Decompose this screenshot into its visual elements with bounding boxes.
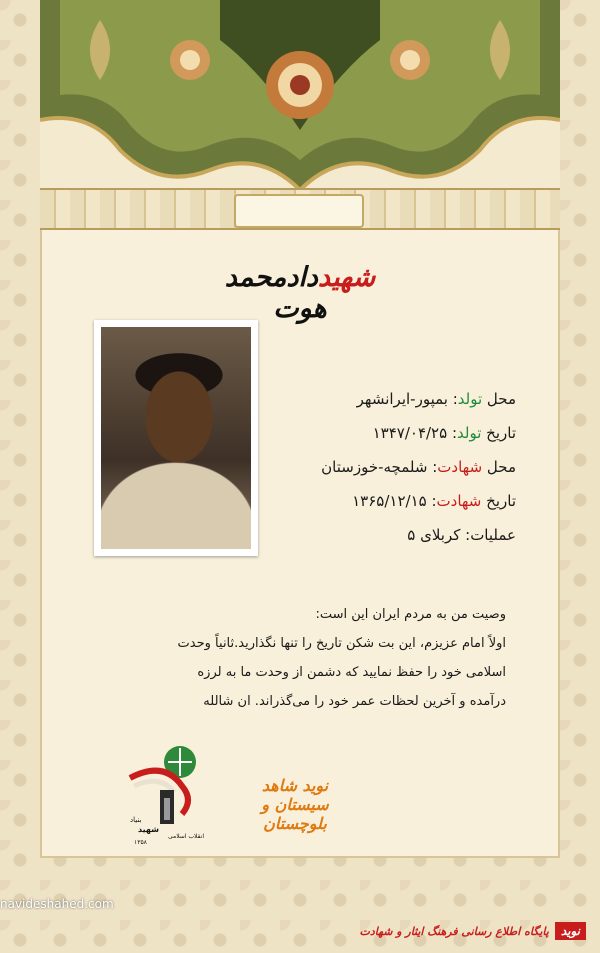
will-line: اسلامی خود را حفظ نمایید که دشمن از وحدت ما به لرزه [197, 665, 506, 680]
will-text [96, 600, 506, 716]
birth-date-row: تاریخ تولد: ۱۳۴۷/۰۴/۲۵ [372, 424, 516, 442]
will-line: وصیت من به مردم ایران این است: [315, 607, 506, 622]
martyrdom-place-row: محل شهادت: شلمچه-خوزستان [321, 458, 516, 476]
footer-brand [360, 922, 586, 946]
title-prefix: شهید [317, 262, 376, 293]
header-ornament [40, 0, 560, 190]
logo-line2: شهید [138, 825, 160, 834]
bonyad-shahid-logo [124, 738, 212, 850]
portrait-photo [101, 327, 251, 549]
footer-logo-mark: نوید [555, 922, 586, 940]
logo-line1: بنیاد [130, 816, 142, 824]
martyr-name: دادمحمد هوت [224, 262, 327, 324]
logo-year: ۱۳۵۸ [134, 839, 147, 846]
page-title [200, 262, 400, 324]
footer-tagline: پایگاه اطلاع رسانی فرهنگ ایثار و شهادت [359, 925, 549, 938]
will-line: اولاً امام عزیزم، این بت شکن تاریخ را تنها نگذارید.ثانیاً وحدت [177, 636, 506, 651]
header-label-box [234, 194, 364, 228]
will-line: درآمده و آخرین لحظات عمر خود را می‌گذراند. ان شالله [203, 694, 506, 709]
navideshahed-brand: نوید شاهد سیستان و بلوچستان [261, 776, 329, 833]
operation-row: عملیات: کربلای ۵ [407, 526, 516, 544]
martyrdom-date-row: تاریخ شهادت: ۱۳۶۵/۱۲/۱۵ [352, 492, 516, 510]
biography-info [276, 382, 516, 552]
logo-line3: انقلاب اسلامی [168, 833, 204, 840]
portrait-frame [94, 320, 258, 556]
footer-url[interactable]: navideshahed.com [0, 897, 114, 911]
birth-place-row: محل تولد: بمپور-ایرانشهر [356, 390, 516, 408]
